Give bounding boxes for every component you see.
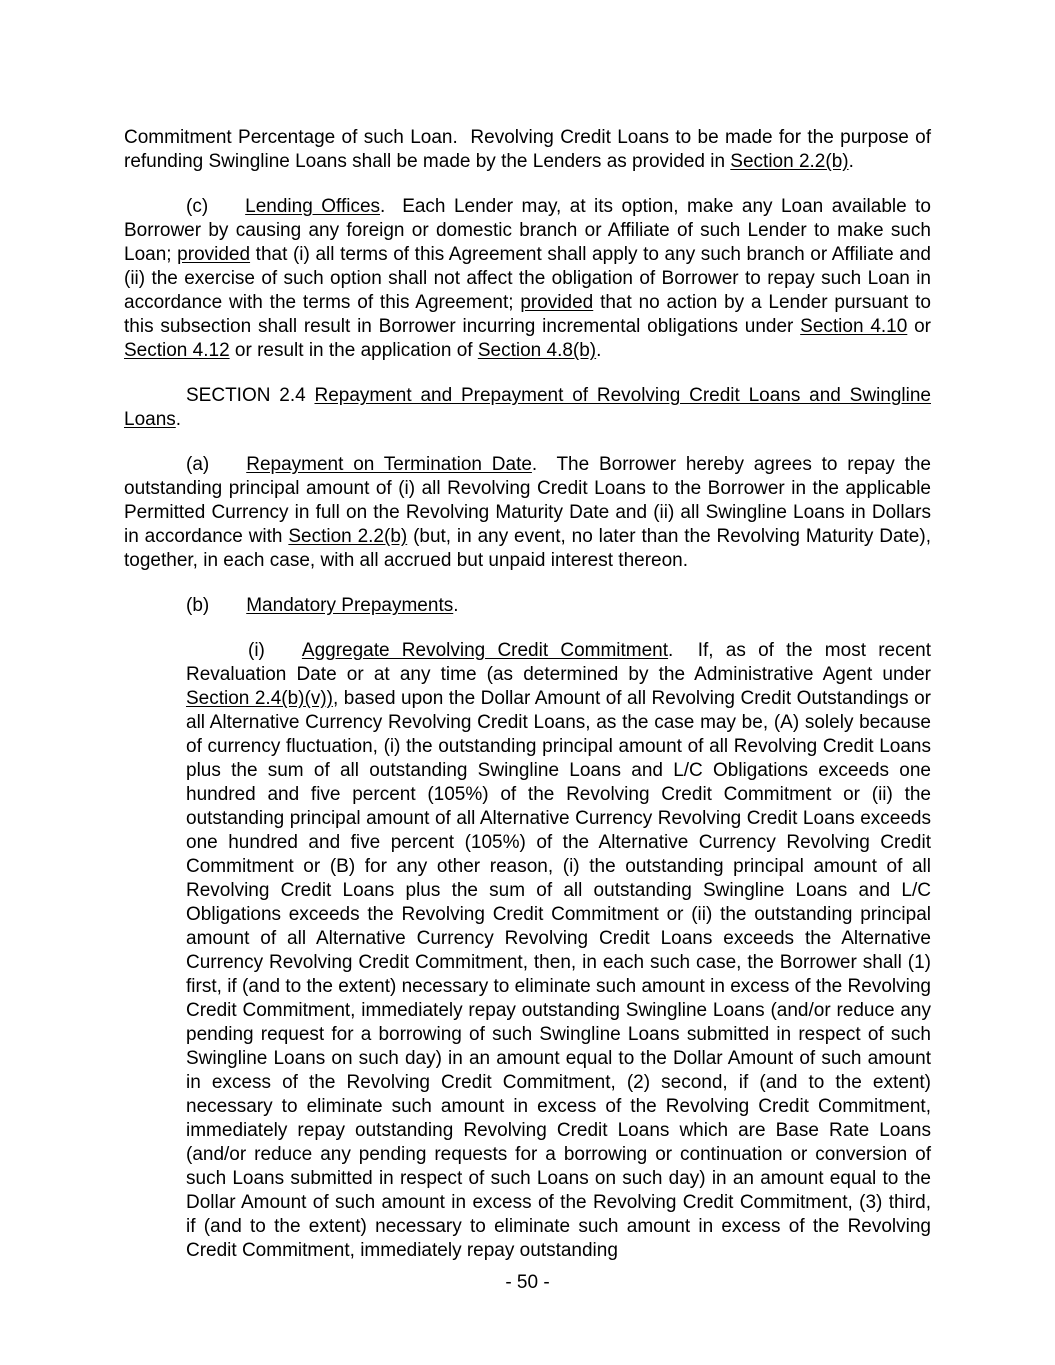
text-run: (b) <box>186 595 210 616</box>
text-run: (a) <box>186 454 210 475</box>
underlined-text-run: Section 4.12 <box>124 340 230 361</box>
text-run: Commitment Percentage of such Loan. Revolving Credit Loans to be made for the purpose of refunding Swingline Loans shall be made by the Lenders as provided in <box>124 127 931 172</box>
text-run: . The Borrower hereby agrees to repay the outstanding principal amount of (i) all Revolving Credit Loans to the Borrower in the applicable Permitted Currency in full on the Revolving Maturity Date and (ii) all Swingline Loans in Dollars in accordance with <box>124 454 931 547</box>
paragraph-clause-b-i-aggregate-revolving-credit-commitment <box>186 639 931 1263</box>
page-number: - 50 - <box>505 1272 550 1293</box>
paragraph-continuation-commitment-percentage <box>124 126 931 174</box>
underlined-text-run: provided <box>520 292 594 313</box>
text-run: . <box>596 340 602 361</box>
text-run: . <box>453 595 459 616</box>
text-run: . Each Lender may, at its option, make any Loan available to Borrower by causing any foreign or domestic branch or Affiliate of such Lender to make such Loan; <box>124 196 931 265</box>
text-run: . <box>175 409 182 430</box>
underlined-text-run: Section 4.8(b) <box>477 340 597 361</box>
paragraph-clause-c-lending-offices <box>124 195 931 363</box>
text-run: that no action by a Lender pursuant to this subsection shall result in Borrower incurring incremental obligations under <box>124 292 931 337</box>
underlined-text-run: provided <box>177 244 251 265</box>
underlined-text-run: Section 2.2(b) <box>730 151 849 172</box>
text-run: (i) <box>248 640 265 661</box>
text-run: (c) <box>186 196 209 217</box>
document-body <box>124 126 931 1263</box>
underlined-text-run: Section 2.2(b) <box>288 526 408 547</box>
paragraph-clause-a-repayment-on-termination-date <box>124 453 931 573</box>
text-run: SECTION 2.4 <box>186 385 315 406</box>
underlined-text-run: Repayment and Prepayment of Revolving Credit Loans and Swingline Loans <box>124 385 931 430</box>
paragraph-clause-b-mandatory-prepayments <box>124 594 931 618</box>
text-run: or <box>907 316 931 337</box>
underlined-text-run: Aggregate Revolving Credit Commitment <box>301 640 669 661</box>
text-run: that (i) all terms of this Agreement shall apply to any such branch or Affiliate and (ii) the exercise of such option shall not affect the obligation of Borrower to repay such Loan in accordance with the terms of this Agreement; <box>124 244 932 313</box>
text-run: , based upon the Dollar Amount of all Revolving Credit Outstandings or all Alternative Currency Revolving Credit Loans, as the case may be, (A) solely because of currency fluctuation, (i) the outstanding principal amount of all Revolving Credit Loans plus the sum of all outstanding Swingline Loans and L/C Obligations exceeds one hundred and five percent (105%) of the Revolving Credit Commitment or (ii) the outstanding principal amount of all Alternative Currency Revolving Credit Loans exceeds one hundred and five percent (105%) of the Alternative Currency Revolving Credit Commitment or (B) for any other reason, (i) the outstanding principal amount of all Revolving Credit Loans plus the sum of all outstanding Swingline Loans and L/C Obligations exceeds the Revolving Credit Commitment or (ii) the outstanding principal amount of all Alternative Currency Revolving Credit Loans exceeds the Alternative Currency Revolving Credit Commitment, then, in each such case, the Borrower shall (1) first, if (and to the extent) necessary to eliminate such amount in excess of the Revolving Credit Commitment, immediately repay outstanding Swingline Loans (and/or reduce any pending request for a borrowing of such Swingline Loans submitted in respect of such Swingline Loans on such day) in an amount equal to the Dollar Amount of such amount in excess of the Revolving Credit Commitment, (2) second, if (and to the extent) necessary to eliminate such amount in excess of the Revolving Credit Commitment, immediately repay outstanding Revolving Credit Loans which are Base Rate Loans (and/or reduce any pending requests for a borrowing or continuation or conversion of such Loans submitted in respect of such Loans on such day) in an amount equal to the Dollar Amount of such amount in excess of the Revolving Credit Commitment, (3) third, if (and to the extent) necessary to eliminate such amount in excess of the Revolving Credit Commitment, immediately repay outstanding <box>186 688 931 1261</box>
underlined-text-run: Section 2.4(b)(v)) <box>186 688 333 709</box>
underlined-text-run: Mandatory Prepayments <box>246 595 454 616</box>
text-run: . <box>848 151 854 172</box>
paragraph-section-2-4-heading <box>124 384 931 432</box>
underlined-text-run: Section 4.10 <box>800 316 908 337</box>
text-run: (but, in any event, no later than the Revolving Maturity Date), together, in each case, with all accrued but unpaid interest thereon. <box>124 526 931 571</box>
text-run: . If, as of the most recent Revaluation Date or at any time (as determined by the Administrative Agent under <box>186 640 931 685</box>
text-run: or result in the application of <box>229 340 478 361</box>
underlined-text-run: Lending Offices <box>245 196 381 217</box>
underlined-text-run: Repayment on Termination Date <box>246 454 532 475</box>
